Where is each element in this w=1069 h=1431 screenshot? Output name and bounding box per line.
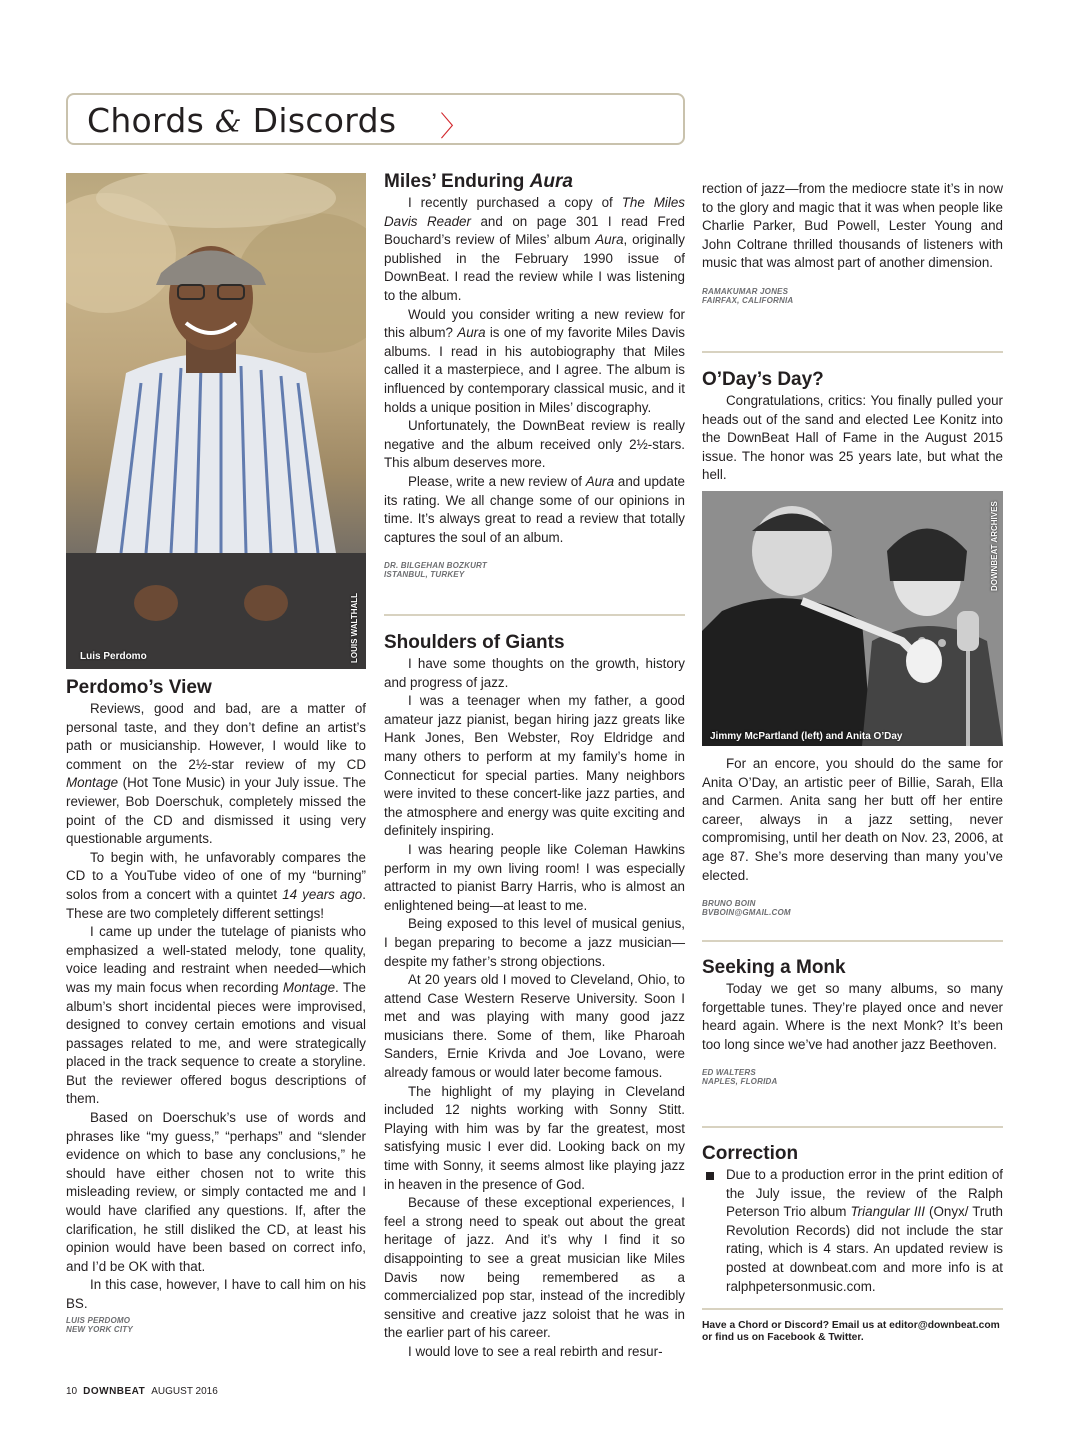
divider: [702, 1126, 1003, 1128]
photo-credit: DOWNBEAT ARCHIVES: [990, 501, 999, 591]
photo-caption: Jimmy McPartland (left) and Anita O’Day: [710, 731, 903, 742]
divider: [702, 351, 1003, 353]
letter-miles: Miles’ Enduring Aura I recently purchased a copy of The Miles Davis Reader and on page 301 I read Fred Bouchard’s review of Miles’ album Aura, originally published in the February 1990 issue of DownBeat. I read the review while I was listening to the album. Would you consider writing a new review for this album? Aura is one of my favorite Miles Davis albums. I read in his autobiography that Miles called it a masterpiece, and I agree. The album is influenced by contemporary classical music, and it holds a unique position in Miles’ discography. Unfortunately, the DownBeat review is really negative and the album received only 2½-stars. This album deserves more. Please, write a new review of Aura and update its rating. We all change some of our opinions in time. It’s always great to read a review that totally captures the soul of an album. DR. BILGEHAN BOZKURT ISTANBUL, TURKEY: [384, 171, 686, 580]
letter-oday-continued: For an encore, you should do the same for Anita O’Day, an artistic peer of Billie, Sarah, Ella and Carmen. Anita sang her butt off her entire career, always in a jazz setting, never compromising, until her death on Nov. 23, 2006, at age 87. She’s more deserving than many you’ve elected. BRUNO BOIN BVBOIN@GMAIL.COM: [702, 756, 1003, 918]
page-footer: [66, 1386, 218, 1397]
brand-name: DOWNBEAT: [83, 1386, 146, 1397]
page-number: 10: [66, 1386, 78, 1397]
section-header: [66, 93, 685, 145]
letter-perdomo: Perdomo’s View Reviews, good and bad, are a matter of personal taste, and they don’t define an artist’s path or musicianship. However, I would like to comment on the 2½-star review of my CD Montage (Hot Tone Music) in your July issue. The reviewer, Bob Doerschuk, completely missed the point of the CD and dismissed it using very questionable arguments. To begin with, he unfavorably compares the CD to a YouTube video of one of my “burning” solos from a concert with a quintet 14 years ago. These are two completely different settings! I came up under the tutelage of pianists who emphasized a well-stated melody, tone quality, voice leading and restraint when needed—which was my main focus when recording Montage. The album’s short incidental pieces were improvised, designed to convey certain emotions and visual passages related to me, and were strategically placed in the track sequence to create a storyline. But the reviewer offered bogus descriptions of them. Based on Doerschuk’s use of words and phrases like “my guess,” “perhaps” and “slender evidence on which to base any conclusions,” he should have either chosen not to write this misleading review, or simply contacted me and I would have clarified any questions. If, after the clarification, he still disliked the CD, at least his opinion would have been based on correct info, and I’d be OK with that. In this case, however, I have to call him on his BS. LUIS PERDOMO NEW YORK CITY: [66, 677, 366, 1334]
photo-credit: LOUIS WALTHALL: [350, 592, 359, 663]
correction-heading: Correction: [702, 1143, 799, 1164]
divider: [384, 614, 685, 616]
chevron-right-icon: 〉: [440, 110, 469, 143]
bullet-icon: [706, 1172, 714, 1180]
divider: [702, 940, 1003, 942]
correction: Correction Due to a production error in the print edition of the July issue, the review of the Ralph Peterson Trio album Triangular III (Onyx/ Truth Revolution Records) did not include the star rating, which is 4 stars. An updated review is posted at downbeat.com and more info is at ralphpetersonmusic.com.: [702, 1143, 1003, 1294]
letter-signature: RAMAKUMAR JONES FAIRFAX, CALIFORNIA: [702, 286, 794, 305]
contact-note: Have a Chord or Discord? Email us at editor@downbeat.com or find us on Facebook & Twitter.: [702, 1320, 1000, 1343]
letter-oday: O’Day’s Day? Congratulations, critics: You finally pulled your heads out of the sand and elected Lee Konitz into the DownBeat Hall of Fame in the August 2015 issue. The honor was 25 years late, but what the hell.: [702, 369, 1003, 483]
issue-date: AUGUST 2016: [151, 1386, 218, 1397]
letter-signature: DR. BILGEHAN BOZKURT ISTANBUL, TURKEY: [384, 561, 487, 580]
divider: [702, 1308, 1003, 1310]
letter-signature: BRUNO BOIN BVBOIN@GMAIL.COM: [702, 899, 791, 918]
photo-caption: Luis Perdomo: [80, 651, 147, 662]
letter-heading: Miles’ Enduring Aura: [384, 171, 573, 192]
letter-heading: Shoulders of Giants: [384, 632, 565, 653]
letter-monk: Seeking a Monk Today we get so many albums, so many forgettable tunes. They’re played once and never heard again. Where is the next Monk? It’s been too long since we’ve had another jazz Beethoven. ED WALTERS NAPLES, FLORIDA: [702, 957, 1003, 1087]
letter-signature: ED WALTERS NAPLES, FLORIDA: [702, 1068, 778, 1087]
letter-giants: Shoulders of Giants I have some thoughts on the growth, history and progress of jazz. I was a teenager when my father, a good amateur jazz pianist, began hiring jazz greats like Hank Jones, Ben Webster, Roy Eldridge and many others to perform at my family’s home in Connecticut for special parties. Many neighbors were invited to these concert-like jazz parties, and the atmosphere and energy was quite exciting and definitely inspiring. I was hearing people like Coleman Hawkins perform in my own living room! I was especially attracted to pianist Barry Harris, who is almost an enlightened being—at least to me. Being exposed to this level of musical genius, I began preparing to become a jazz musician—despite my father’s strong objections. At 20 years old I moved to Cleveland, Ohio, to attend Case Western Reserve University. Soon I met and was playing with many good jazz musicians there. Some of them, like Pharoah Sanders, Ernie Krivda and Joe Lovano, were already famous or would later become famous. The highlight of my playing in Cleveland included 12 nights working with Sonny Stitt. Playing with him was by far the greatest, most satisfying music I ever did. Looking back on my time with Sonny, it seems almost like playing jazz in heaven in the presence of God. Because of these exceptional experiences, I feel a strong need to speak out about the great heritage of jazz. And it’s why I find it so disappointing to see a great musician like Miles Davis now being remembered as a commercialized pop star, instead of the incredibly sensitive and creative jazz soloist that he was in the earlier part of his career. I would love to see a real rebirth and resur-: [384, 632, 685, 1359]
letter-giants-continued: rection of jazz—from the mediocre state it’s in now to the glory and magic that it was when people like Charlie Parker, Bud Powell, Lester Young and John Coltrane thrilled thousands of listeners with music that was almost part of another dimension. RAMAKUMAR JONES FAIRFAX, CALIFORNIA: [702, 181, 1003, 305]
letter-heading: O’Day’s Day?: [702, 369, 824, 390]
letter-heading: Perdomo’s View: [66, 677, 212, 698]
section-title: Chords & Discords: [87, 101, 397, 140]
letter-signature: LUIS PERDOMO NEW YORK CITY: [66, 1315, 133, 1334]
photo-luis-perdomo: [66, 173, 366, 669]
photo-mcpartland-oday: [702, 491, 1003, 746]
letter-heading: Seeking a Monk: [702, 957, 846, 978]
